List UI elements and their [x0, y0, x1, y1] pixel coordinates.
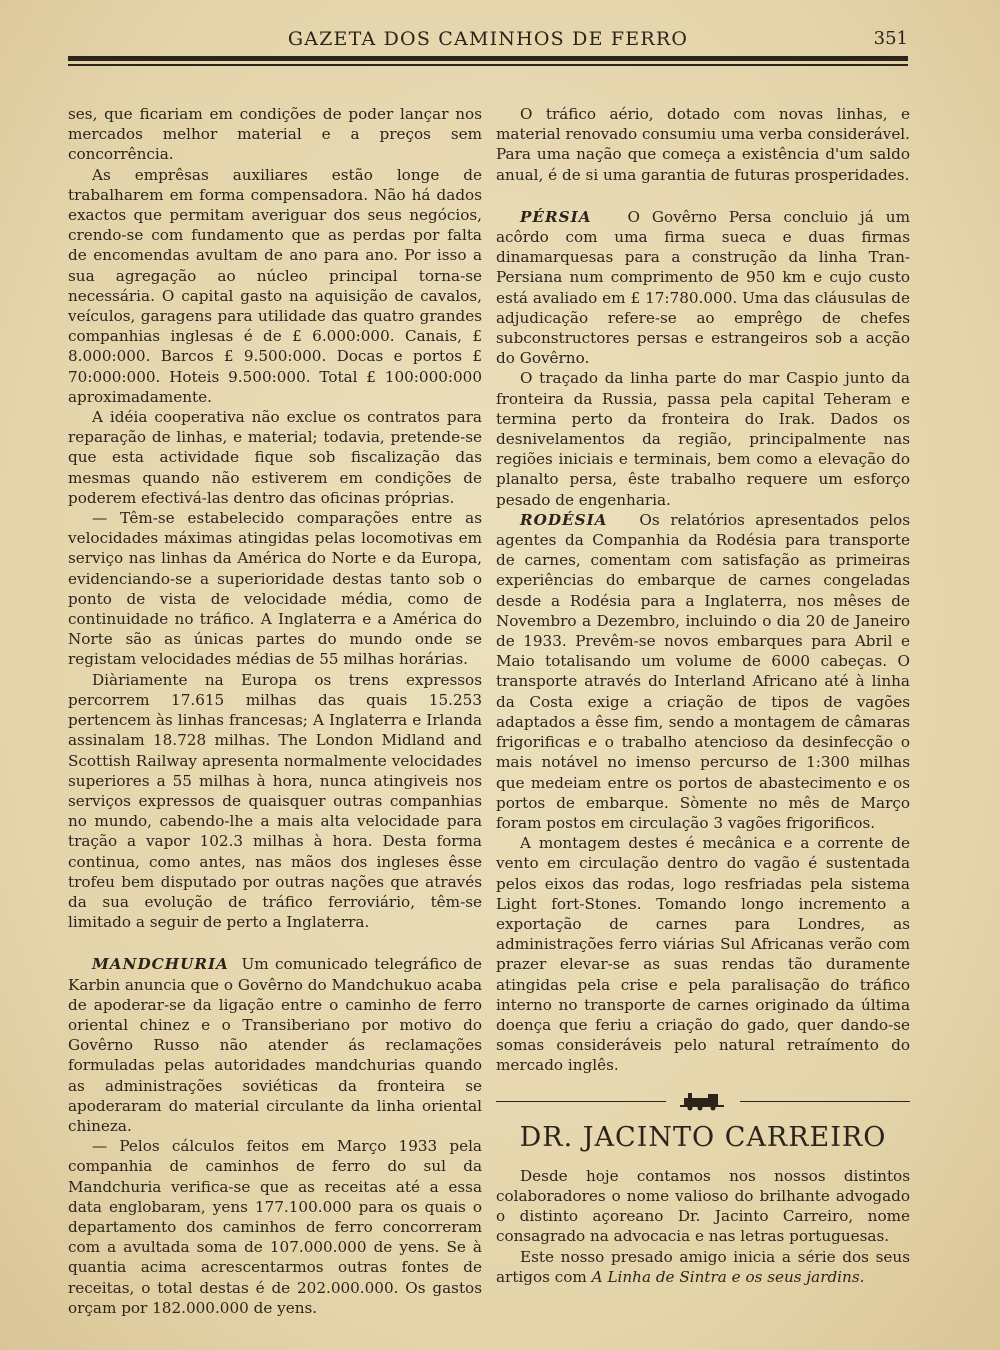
paragraph-text: Este nosso presado amigo inicia a série dos seus artigos com — [496, 1247, 910, 1286]
section-rodesia — [496, 510, 910, 833]
section-heading-rodesia: RODÉSIA — [520, 510, 608, 529]
section-text: O Govêrno Persa concluio já um acôrdo com uma firma sueca e duas firmas dinamarquesas para a construção da linha Tran-Persiana num comprimento de 950 km e cujo custo está avaliado em £ 17:780.000. Uma das cláusulas de adjudicação refere-se ao emprêgo de chefes subconstructores persas e estrangeiros sob a acção do Govêrno. — [496, 207, 910, 368]
paragraph: Desde hoje contamos nos nossos distintos colaboradores o nome valioso do brilhante advogado o distinto açoreano Dr. Jacinto Carreiro, nome consagrado na advocacia e nas letras portuguesas. — [496, 1166, 910, 1246]
paragraph: O tráfico aério, dotado com novas linhas, e material renovado consumiu uma verba considerável. Para uma nação que começa a existência d'um saldo anual, é de si uma garantia de futuras prosperidades. — [496, 105, 910, 184]
section-mandchuria — [68, 954, 482, 1136]
paragraph: — Pelos cálculos feitos em Março 1933 pela companhia de caminhos de ferro do sul da Mandchuria verifica-se que as receitas até a essa data englobaram, yens 177.100.000 para os quais o departamento dos caminhos de ferro concorreram com a avultada soma de 107.000.000 de yens. Se à quantia acima acrescentarmos outras fontes de receitas, o total destas é de 202.000.000. Os gastos orçam por 182.000.000 de yens. — [68, 1137, 482, 1317]
paragraph: ses, que ficariam em condições de poder lançar nos mercados melhor material e a preços sem concorrência. — [68, 105, 482, 164]
left-column — [68, 104, 482, 1318]
paragraph-text: . — [859, 1267, 865, 1286]
locomotive-ornament-icon — [678, 1090, 728, 1112]
article-series-title: A Linha de Sintra e os seus jardins — [591, 1267, 860, 1286]
paragraph: As emprêsas auxiliares estão longe de trabalharem em forma compensadora. Não há dados exactos que permitam averiguar dos seus negócios, crendo-se com fundamento que as perdas por falta de encomendas avultam de ano para ano. Por isso a sua agregação ao núcleo principal torna-se necessária. O capital gasto na aquisição de cavalos, veículos, garagens para utilidade das quatro grandes companhias inglesas é de £ 6.000:000. Canais, £ 8.000:000. Barcos £ 9.500:000. Docas e portos £ 70:000:000. Hoteis 9.500:000. Total £ 100:000:000 aproximadamente. — [68, 165, 482, 406]
header-rule-thick — [68, 56, 908, 61]
section-heading-persia: PÉRSIA — [520, 207, 592, 226]
right-column — [496, 104, 910, 1287]
section-text: Os relatórios apresentados pelos agentes da Companhia da Rodésia para transporte de carnes, comentam com satisfação as primeiras experiências do embarque de carnes congeladas desde a Rodésia para a Inglaterra, nos mêses de Novembro a Dezembro, incluindo o dia 20 de Janeiro de 1933. Prevêm-se novos embarques para Abril e Maio totalisando um volume de 6000 cabeças. O transporte através do Interland Africano até à linha da Costa exige a criação de tipos de vagões adaptados a êsse fim, sendo a montagem de câmaras frigorificas e o trabalho atencioso da desinfecção o mais notável no imenso percurso de 1:300 milhas que medeiam entre os portos de abastecimento e os portos de embarque. Sòmente no mês de Março foram postos em circulação 3 vagões frigorificos. — [496, 510, 910, 832]
paragraph: Diàriamente na Europa os trens expressos percorrem 17.615 milhas das quais 15.253 pertencem às linhas francesas; A Inglaterra e Irlanda assinalam 18.728 milhas. The London Midland and Scottish Railway apresenta normalmente velocidades superiores a 55 milhas à hora, nunca atingiveis nos serviços expressos de quaisquer outras companhias no mundo, cabendo-lhe a mais alta velocidade para tração a vapor 102.3 milhas à hora. Desta forma continua, como antes, nas mãos dos ingleses êsse trofeu bem disputado por outras nações que através da sua evolução de tráfico ferroviário, têm-se limitado a seguir de perto a Inglaterra. — [68, 670, 482, 932]
paragraph: O traçado da linha parte do mar Caspio junto da fronteira da Russia, passa pela capital Teheram e termina perto da fronteira do Irak. Dados os desnivelamentos da região, principalmente nas regiões iniciais e terminais, bem como a elevação do planalto persa, êste trabalho requere um esforço pesado de engenharia. — [496, 369, 910, 509]
article-title: DR. JACINTO CARREIRO — [519, 1121, 887, 1153]
paragraph — [496, 1247, 910, 1287]
page-header — [68, 28, 908, 52]
section-persia — [496, 207, 910, 369]
header-rule-thin — [68, 64, 908, 66]
divider-line — [740, 1101, 910, 1102]
paragraph: A idéia cooperativa não exclue os contratos para reparação de linhas, e material; todavia, pretende-se que esta actividade fique sob fiscalização das mesmas quando não estiverem em condições de poderem efectivá-las dentro das oficinas próprias. — [68, 408, 482, 507]
divider-line — [496, 1101, 666, 1102]
paragraph: A montagem destes é mecânica e a corrente de vento em circulação dentro do vagão é sustentada pelos eixos das rodas, logo resfriadas pela sistema Light fort-Stones. Tomando longo incremento a exportação de carnes para Londres, as administrações ferro viárias Sul Africanas verão com prazer elevar-se as suas rendas tão duramente atingidas pela crise e pela paralisação do tráfico interno no transporte de carnes originado da última doença que feriu a criação do gado, quer dando-se somas consideráveis pelo natural retraímento do mercado inglês. — [496, 834, 910, 1075]
section-divider — [496, 1086, 910, 1116]
section-heading-mandchuria: MANDCHURIA — [92, 955, 229, 974]
page-number: 351 — [873, 28, 908, 49]
paragraph: — Têm-se estabelecido comparações entre as velocidades máximas atingidas pelas locomotivas em serviço nas linhas da América do Norte e da Europa, evidenciando-se a superioridade destas tanto sob o ponto de vista de velocidade média, como de continuidade no tráfico. A Inglaterra e a América do Norte são as únicas partes do mundo onde se registam velocidades médias de 55 milhas horárias. — [68, 509, 482, 669]
section-text: Um comunicado telegráfico de Karbin anuncia que o Govêrno do Mandchukuo acaba de apoderar-se da ligação entre o caminho de ferro oriental chinez e o Transiberiano por motivo do Govêrno Russo não atender ás reclamações formuladas pelas autoridades mandchurias quando as administrações soviéticas da fronteira se apoderaram do material circulante da linha oriental chineza. — [68, 955, 483, 1135]
publication-title: GAZETA DOS CAMINHOS DE FERRO — [287, 28, 689, 50]
